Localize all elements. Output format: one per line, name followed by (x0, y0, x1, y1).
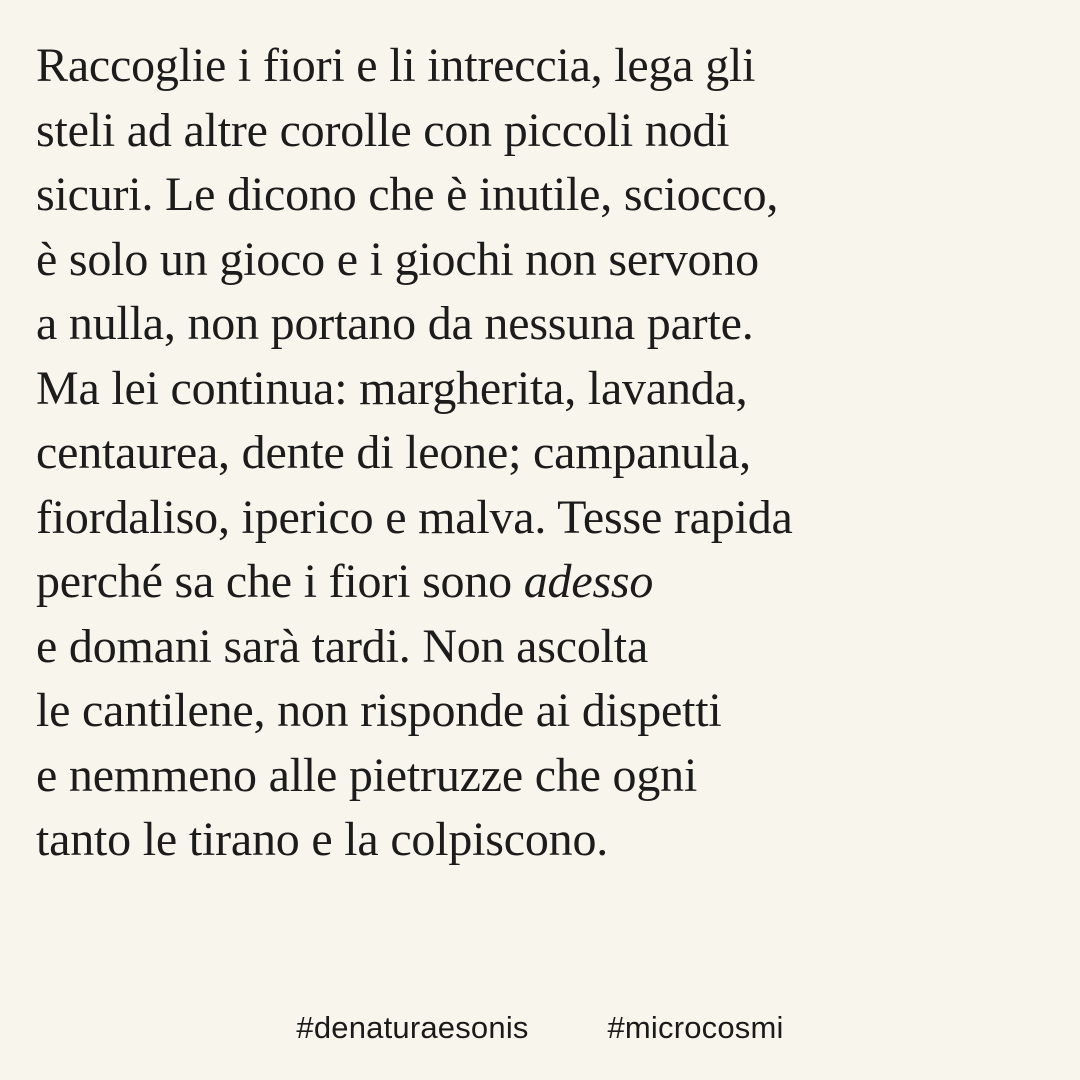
poem-line: Ma lei continua: margherita, lavanda, (36, 361, 748, 415)
poem-line: le cantilene, non risponde ai dispetti (36, 684, 722, 737)
poem-line: fiordaliso, iperico e malva. Tesse rapida (36, 490, 793, 544)
poem-text (36, 34, 1046, 873)
poem-line: sicuri. Le dicono che è inutile, sciocco, (36, 168, 779, 221)
poem-line: Raccoglie i fiori e li intreccia, lega gli (36, 39, 756, 92)
poem-line: tanto le tirano e la colpiscono. (36, 813, 609, 866)
poem-line (36, 550, 1046, 615)
hashtag-microcosmi[interactable]: #microcosmi (607, 1010, 784, 1045)
poem-line: centaurea, dente di leone; campanula, (36, 426, 751, 479)
hashtag-denaturaesonis[interactable]: #denaturaesonis (296, 1010, 529, 1045)
hashtags (0, 1010, 1080, 1046)
emphasized-word: adesso (523, 555, 654, 608)
poem-line: e nemmeno alle pietruzze che ogni (36, 748, 698, 802)
poem-line: e domani sarà tardi. Non ascolta (36, 619, 649, 673)
poem-line: è solo un gioco e i giochi non servono (36, 232, 759, 286)
poem-line: a nulla, non portano da nessuna parte. (36, 297, 754, 350)
poem-line-text: perché sa che i fiori sono (36, 555, 524, 608)
poem-line: steli ad altre corolle con piccoli nodi (36, 103, 730, 157)
